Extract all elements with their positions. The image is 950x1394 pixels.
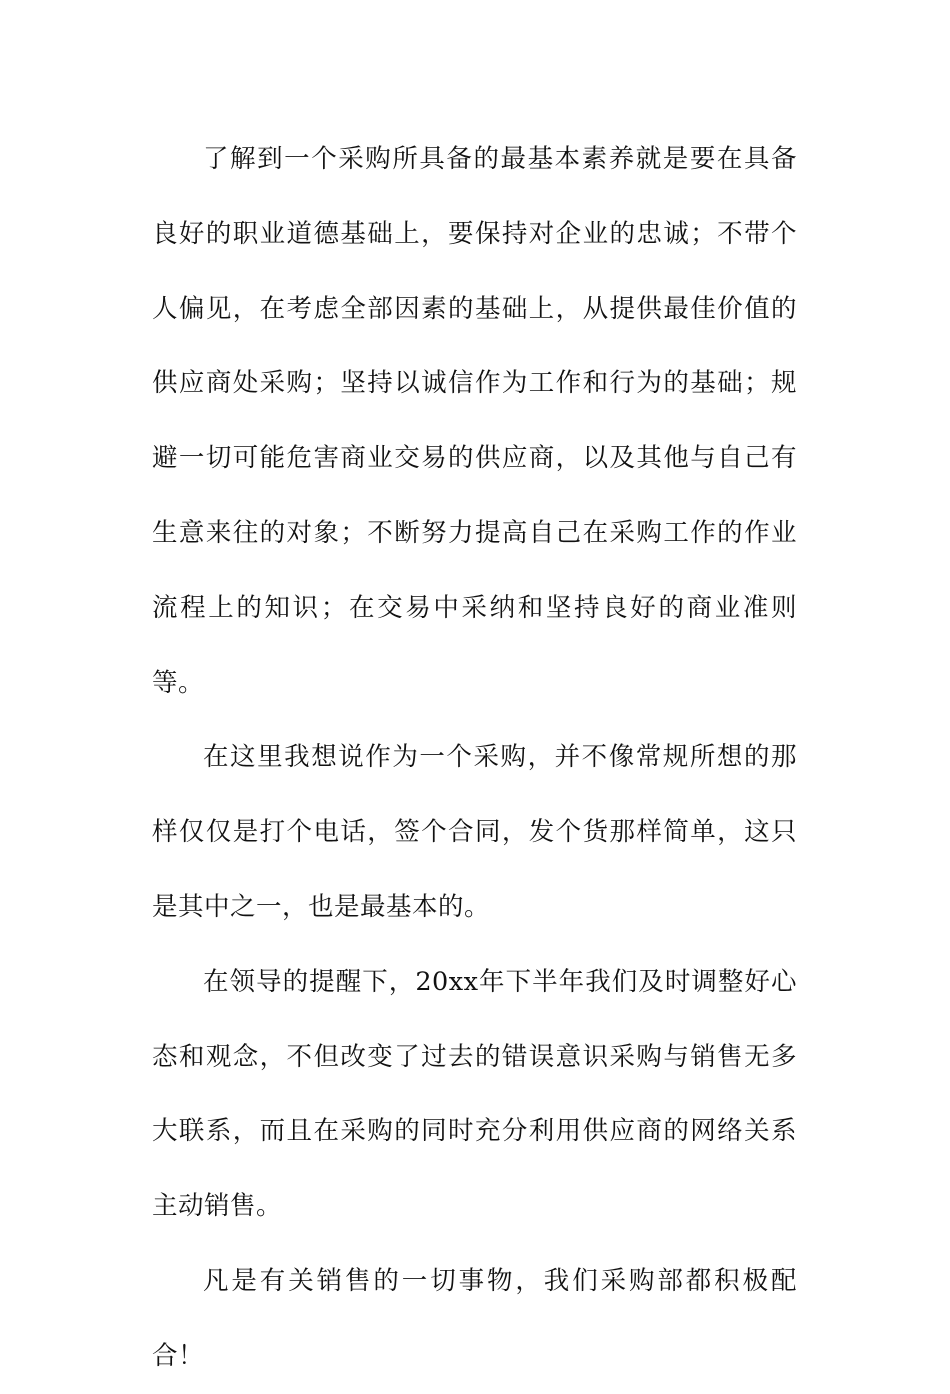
paragraph-2: 在这里我想说作为一个采购，并不像常规所想的那样仅仅是打个电话，签个合同，发个货那样简单，这只是其中之一，也是最基本的。 <box>152 742 797 922</box>
paragraph-4: 凡是有关销售的一切事物，我们采购部都积极配合！ <box>152 1265 797 1371</box>
paragraph-3: 在领导的提醒下，20xx年下半年我们及时调整好心态和观念，不但改变了过去的错误意识采购与销售无多大联系，而且在采购的同时充分利用供应商的网络关系主动销售。 <box>152 966 797 1222</box>
paragraph-1: 了解到一个采购所具备的最基本素养就是要在具备良好的职业道德基础上，要保持对企业的忠诚；不带个人偏见，在考虑全部因素的基础上，从提供最佳价值的供应商处采购；坚持以诚信作为工作和行为的基础；规避一切可能危害商业交易的供应商，以及其他与自己有生意来往的对象；不断努力提高自己在采购工作的作业流程上的知识；在交易中采纳和坚持良好的商业准则等。 <box>152 144 797 698</box>
document-body <box>152 122 797 1394</box>
